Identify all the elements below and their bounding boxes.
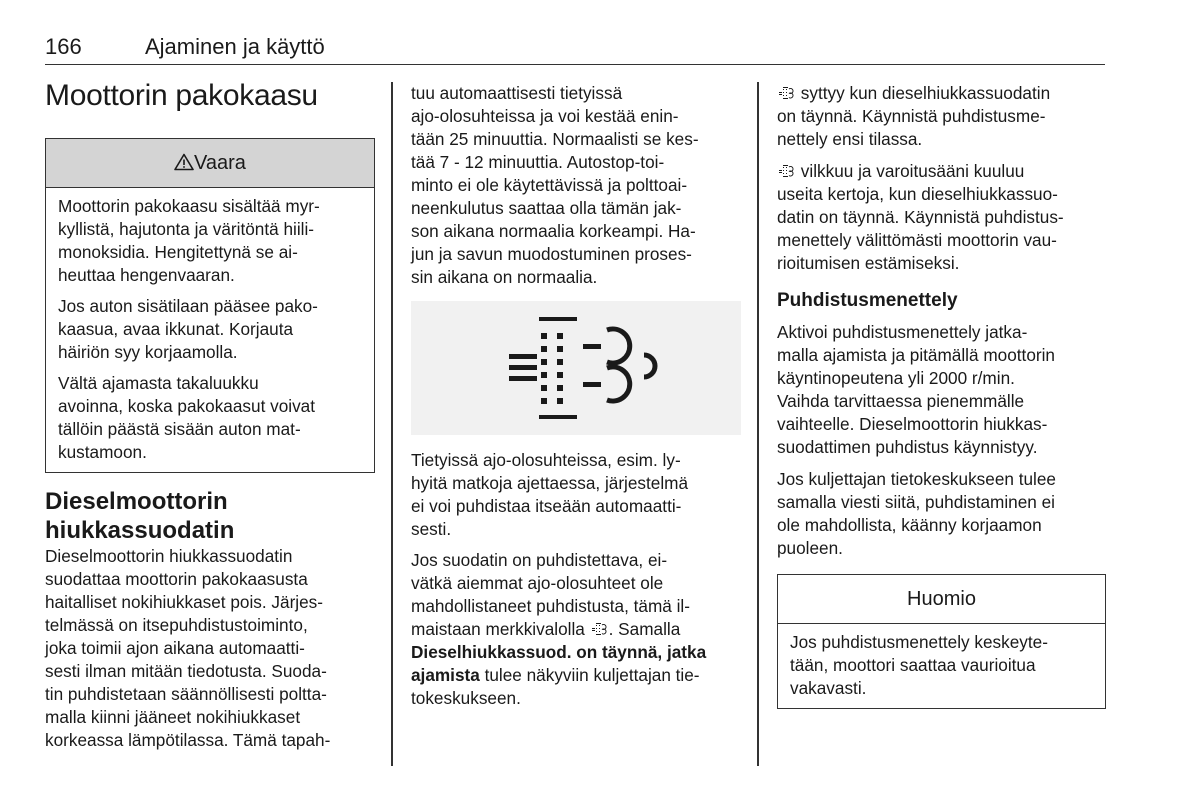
illustration-panel bbox=[411, 301, 741, 435]
body-paragraph: vilkkuu ja varoitusääni kuuluu useita kertoja, kun dieselhiukkassuo- datin on täynnä. Käynnistä puhdistus- menettely välittömästi moottorin vau- rioitumisen estämiseksi. bbox=[777, 161, 1064, 273]
section-heading: Dieselmoottorin hiukkassuodatin bbox=[45, 488, 235, 544]
column-right bbox=[777, 82, 1107, 709]
warning-paragraph: Moottorin pakokaasu sisältää myr- kyllistä, hajutonta ja väritöntä hiili- monoksidia. Hengitettynä se ai- heuttaa hengenvaaran. bbox=[58, 196, 320, 285]
body-paragraph: Jos kuljettajan tietokeskukseen tulee samalla viesti siitä, puhdistaminen ei ole mahdollista, käänny korjaamon puoleen. bbox=[777, 469, 1056, 558]
body-paragraph: syttyy kun dieselhiukkassuodatin on täynnä. Käynnistä puhdistusme- nettely ensi tilassa. bbox=[777, 83, 1051, 149]
warning-paragraph: Jos auton sisätilaan pääsee pako- kaasua, avaa ikkunat. Korjauta häiriön syy korjaamolla. bbox=[58, 296, 318, 362]
page-header bbox=[45, 34, 1105, 65]
note-box-header: Huomio bbox=[778, 575, 1105, 624]
subsection-heading: Puhdistusmenettely bbox=[777, 290, 958, 311]
body-paragraph: tuu automaattisesti tietyissä ajo-olosuhteissa ja voi kestää enin- tään 25 minuuttia. Normaalisti se kes- tää 7 - 12 minuuttia. Autostop-toi- minto ei ole käytettävissä ja polttoai- neenkulutus saattaa olla tämän jak- son aikana normaalia korkeampi. Ha- jun ja savun muodostuminen proses- sin aikana on normaalia. bbox=[411, 83, 699, 287]
column-divider bbox=[757, 82, 759, 766]
danger-box-heading: Vaara bbox=[194, 152, 246, 174]
dpf-warning-light-icon bbox=[777, 86, 796, 100]
dpf-warning-light-icon bbox=[590, 622, 609, 636]
danger-box bbox=[45, 138, 375, 473]
body-paragraph: Jos suodatin on puhdistettava, ei- vätkä aiemmat ajo-olosuhteet ole mahdollistaneet puhdistusta, tämä il- maistaan merkkivalolla . Samalla Dieselhiukkassuod. on täynnä, jatka ajamista tulee näkyviin kuljettajan tie- tokeskukseen. bbox=[411, 550, 707, 708]
danger-box-header bbox=[46, 139, 374, 188]
note-box bbox=[777, 574, 1106, 709]
danger-box-body bbox=[46, 188, 374, 472]
column-divider bbox=[391, 82, 393, 766]
body-paragraph: Tietyissä ajo-olosuhteissa, esim. ly- hyitä matkoja ajettaessa, järjestelmä ei voi puhdistaa itseään automaatti- sesti. bbox=[411, 450, 689, 539]
warning-triangle-icon bbox=[174, 153, 194, 171]
column-middle bbox=[411, 82, 741, 710]
diesel-particulate-filter-icon bbox=[411, 301, 741, 435]
note-paragraph: Jos puhdistusmenettely keskeyte- tään, moottori saattaa vaurioitua vakavasti. bbox=[790, 632, 1048, 698]
chapter-title: Ajaminen ja käyttö bbox=[145, 34, 325, 59]
dpf-warning-light-icon bbox=[777, 164, 796, 178]
body-paragraph: Aktivoi puhdistusmenettely jatka- malla ajamista ja pitämällä moottorin käyntinopeutena yli 2000 r/min. Vaihda tarvittaessa pienemmälle vaihteelle. Dieselmoottorin hiukkas- suodattimen puhdistus käynnistyy. bbox=[777, 322, 1055, 457]
column-left bbox=[45, 78, 375, 752]
warning-paragraph: Vältä ajamasta takaluukku avoinna, koska pakokaasut voivat tällöin päästä sisään auton mat- kustamoon. bbox=[58, 373, 316, 462]
page-number: 166 bbox=[45, 34, 82, 59]
note-box-body bbox=[778, 624, 1105, 708]
page-title: Moottorin pakokaasu bbox=[45, 79, 318, 112]
body-paragraph: Dieselmoottorin hiukkassuodatin suodattaa moottorin pakokaasusta haitalliset nokihiukkaset pois. Järjes- telmässä on itsepuhdistustoiminto, joka toimii ajon aikana automaatti- sesti ilman mitään tiedotusta. Suoda- tin puhdistetaan säännöllisesti poltta- malla kiinni jääneet nokihiukkaset korkeassa lämpötilassa. Tämä tapah- bbox=[45, 546, 331, 750]
